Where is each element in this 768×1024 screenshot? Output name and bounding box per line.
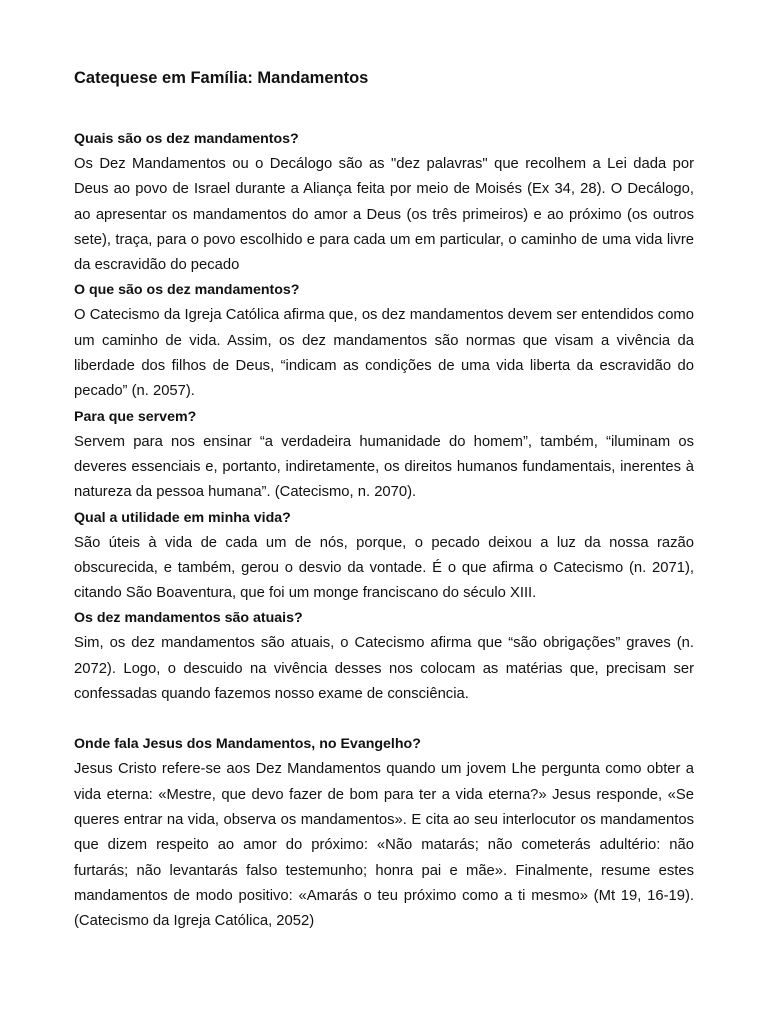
section-4: [74, 506, 694, 607]
section-question: Para que servem?: [74, 408, 197, 425]
section-answer: Os Dez Mandamentos ou o Decálogo são as "dez palavras" que recolhem a Lei dada por Deus ao povo de Israel durante a Aliança feita por meio de Moisés (Ex 34, 28). O Decálogo, ao apresentar os mandamentos do amor a Deus (os três primeiros) e ao próximo (os outros sete), traça, para o povo escolhido e para cada um em particular, o caminho de uma vida livre da escravidão do pecado: [74, 156, 694, 274]
paragraph-spacer: [74, 707, 694, 732]
document-title: Catequese em Família: Mandamentos: [74, 69, 369, 87]
section-question: Quais são os dez mandamentos?: [74, 131, 299, 147]
section-answer: São úteis à vida de cada um de nós, porque, o pecado deixou a luz da nossa razão obscurecida, e também, gerou o desvio da vontade. É o que afirma o Catecismo (n. 2071), citando São Boaventura, que foi um monge franciscano do século XIII.: [74, 534, 694, 602]
section-answer: O Catecismo da Igreja Católica afirma que, os dez mandamentos devem ser entendidos como um caminho de vida. Assim, os dez mandamentos são normas que visam a vivência da liberdade dos filhos de Deus, “indicam as condições de uma vida liberta da escravidão do pecado” (n. 2057).: [74, 307, 694, 400]
section-question: O que são os dez mandamentos?: [74, 282, 300, 299]
section-question: Qual a utilidade em minha vida?: [74, 509, 291, 526]
section-5: [74, 606, 694, 707]
section-answer: Jesus Cristo refere-se aos Dez Mandamentos quando um jovem Lhe pergunta como obter a vida eterna: «Mestre, que devo fazer de bom para ter a vida eterna?» Jesus responde, «Se queres entrar na vida, observa os mandamentos». E cita ao seu interlocutor os mandamentos que dizem respeito ao amor do próximo: «Não matarás; não cometerás adultério: não furtarás; não levantarás falso testemunho; honra pai e mãe». Finalmente, resume estes mandamentos de modo positivo: «Amarás o teu próximo como a ti mesmo» (Mt 19, 16-19). (Catecismo da Igreja Católica, 2052): [74, 761, 694, 930]
section-answer: Servem para nos ensinar “a verdadeira humanidade do homem”, também, “iluminam os deveres essenciais e, portanto, indiretamente, os direitos humanos fundamentais, inerentes à natureza da pessoa humana”. (Catecismo, n. 2070).: [74, 433, 694, 501]
section-question: Os dez mandamentos são atuais?: [74, 610, 303, 627]
section-1: [74, 127, 694, 278]
section-answer: Sim, os dez mandamentos são atuais, o Catecismo afirma que “são obrigações” graves (n. 2072). Logo, o descuido na vivência desses nos colocam as matérias que, precisam ser confessadas quando fazemos nosso exame de consciência.: [74, 635, 694, 703]
section-2: [74, 278, 694, 404]
section-3: [74, 405, 694, 506]
section-6: [74, 732, 694, 934]
section-question: Onde fala Jesus dos Mandamentos, no Evangelho?: [74, 736, 421, 753]
